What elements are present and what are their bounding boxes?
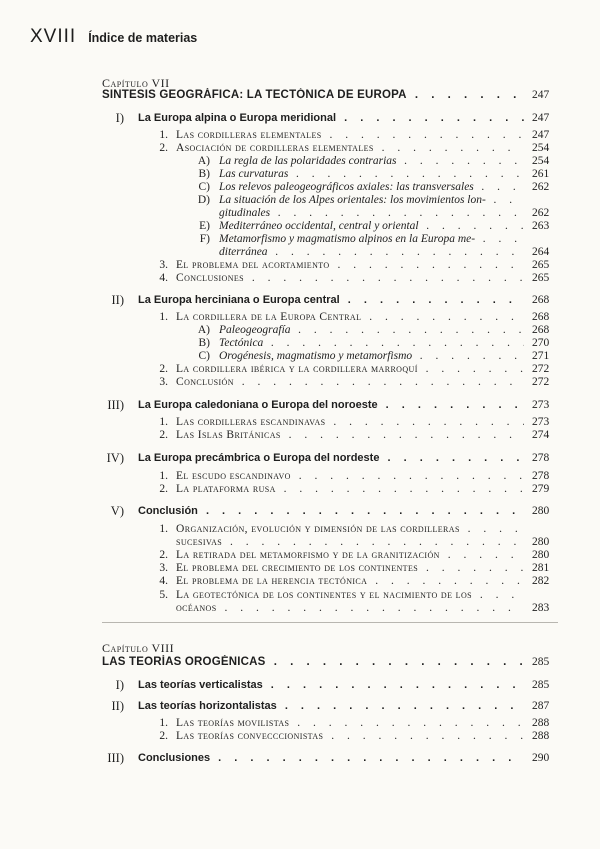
toc-entry-title: Conclusiones . . . [176,271,524,285]
toc-entry-title: Tectónica . . . [219,336,524,350]
toc-entry-marker: 2. [159,730,168,742]
toc-entry-page: 287 [532,700,550,712]
toc-entry-marker: 1. [159,416,168,428]
toc-entry [0,219,600,233]
toc-entry-page: 288 [532,730,550,742]
toc-entry [0,716,600,730]
toc-entry [0,751,600,765]
toc-entry-marker: I) [115,678,124,692]
toc-entry-page: 254 [532,155,550,167]
toc-entry-marker: F) [199,233,210,245]
toc-entry-marker: 3. [159,562,168,574]
toc-entry-title: Las Islas Británicas . . . [176,428,524,442]
toc-entry-page: 247 [532,89,550,101]
toc-entry-marker: 3. [159,259,168,271]
toc-entry-page: 261 [532,168,550,180]
page-number-roman: XVIII [30,26,77,47]
toc-entry-marker: A) [197,324,210,336]
toc-entry [0,88,600,102]
toc-entry [0,678,600,692]
toc-entry-marker: 1. [159,311,168,323]
page-header [30,26,197,48]
toc-entry-title: Asociación de cordilleras elementales . . . [176,141,524,155]
toc-entry-marker: 2. [159,142,168,154]
toc-entry-title: La cordillera de la Europa Central . . . [176,310,524,324]
chapter-divider [102,622,558,623]
toc-entry-page: 280 [532,505,550,517]
toc-entry [0,180,600,194]
toc-entry-title: Las cordilleras escandinavas . . . [176,415,524,429]
toc-entry [0,655,600,669]
toc-entry [0,504,600,518]
toc-entry [0,522,600,536]
toc-entry-page: 280 [532,549,550,561]
toc-entry [0,561,600,575]
toc-entry-page: 272 [532,363,550,375]
toc-entry-page: 279 [532,483,550,495]
toc-entry-title: La Europa caledoniana o Europa del noroeste . . . [138,398,524,412]
toc-entry-marker: 4. [159,575,168,587]
toc-entry-marker: E) [199,220,210,232]
toc-entry [0,415,600,429]
toc-entry-title: La Europa herciniana o Europa central . . . [138,293,524,307]
toc-entry-page: 273 [532,399,550,411]
toc-entry-marker: II) [111,293,124,307]
toc-entry-title: El problema del crecimiento de los continentes . . . [176,561,524,575]
toc-entry-page: 282 [532,575,550,587]
toc-entry-title: sucesivas . . . [176,535,524,549]
toc-entry-marker: D) [197,194,210,206]
toc-entry-marker: A) [197,155,210,167]
toc-entry [0,271,600,285]
toc-entry-marker: I) [115,111,124,125]
toc-entry-page: 268 [532,311,550,323]
toc-entry [0,699,600,713]
toc-entry-title: Conclusiones . . . [138,751,524,765]
toc-entry-marker: C) [198,181,210,193]
toc-entry-page: 280 [532,536,550,548]
toc-entry [0,111,600,125]
toc-entry-page: 285 [532,679,550,691]
toc-entry-title: Las teorías convecccionistas . . . [176,729,524,743]
toc-entry-title: La geotectónica de los continentes y el nacimiento de los . . . [176,588,524,602]
toc-entry-title: océanos . . . [176,601,524,615]
toc-entry-title: La situación de los Alpes orientales: los movimientos lon- . . . [219,193,524,207]
running-title: Índice de materias [88,31,198,45]
toc-entry-page: 290 [532,752,550,764]
toc-entry-page: 271 [532,350,550,362]
toc-entry-page: 278 [532,470,550,482]
toc-entry-title: LAS TEORÍAS OROGÉNICAS . . . [102,655,524,669]
toc-entry-marker: IV) [106,451,124,465]
toc-entry-title: diterránea . . . [219,245,524,259]
toc-entry [0,293,600,307]
toc-entry-marker: 2. [159,549,168,561]
toc-entry-marker: V) [110,504,124,518]
toc-entry-page: 263 [532,220,550,232]
toc-entry-marker: 2. [159,429,168,441]
toc-entry-page: 288 [532,717,550,729]
toc-entry-marker: 1. [159,523,168,535]
toc-entry [0,128,600,142]
toc-entry-title: Paleogeografía . . . [219,323,524,337]
toc-entry-title: La plataforma rusa . . . [176,482,524,496]
toc-entry-marker: C) [198,350,210,362]
toc-entry-page: 254 [532,142,550,154]
toc-entry [0,323,600,337]
toc-entry-title: Las teorías horizontalistas . . . [138,699,524,713]
toc-entry-title: Capítulo VII [102,76,170,90]
toc-entry-title: La Europa alpina o Europa meridional . . . [138,111,524,125]
toc-entry-marker: II) [111,699,124,713]
toc-entry [0,362,600,376]
toc-entry [0,336,600,350]
toc-entry-title: Mediterráneo occidental, central y oriental . . . [219,219,524,233]
toc-entry-marker: B) [198,168,210,180]
toc-entry-marker: 2. [159,483,168,495]
toc-entry-page: 285 [532,656,550,668]
toc-entry [0,601,600,615]
toc-entry-title: Conclusión . . . [176,375,524,389]
toc-entry-page: 268 [532,294,550,306]
toc-entry [0,535,600,549]
toc-entry-title: El escudo escandinavo . . . [176,469,524,483]
toc-entry-title: Conclusión . . . [138,504,524,518]
toc-entry-title: gitudinales . . . [219,206,524,220]
toc-entry-page: 262 [532,181,550,193]
toc-entry-title: Orogénesis, magmatismo y metamorfismo . . . [219,349,524,363]
toc-entry-page: 247 [532,112,550,124]
toc-entry [0,310,600,324]
toc-entry [0,258,600,272]
toc-entry-page: 272 [532,376,550,388]
toc-entry [0,154,600,168]
toc-entry [0,574,600,588]
toc-entry-title: Capítulo VIII [102,641,175,655]
toc-entry-page: 270 [532,337,550,349]
toc-entry-marker: 4. [159,272,168,284]
toc-entry [0,206,600,220]
toc-entry [0,548,600,562]
toc-entry-marker: 2. [159,363,168,375]
toc-entry-marker: III) [107,751,124,765]
toc-entry-title: El problema de la herencia tectónica . . . [176,574,524,588]
toc-entry-title: Metamorfismo y magmatismo alpinos en la Europa me- . . . [219,232,524,246]
toc-entry-marker: B) [198,337,210,349]
toc-entry [0,482,600,496]
toc-entry-marker: 1. [159,717,168,729]
toc-entry-title: La regla de las polaridades contrarias . . . [219,154,524,168]
toc-entry-page: 264 [532,246,550,258]
toc-entry-page: 273 [532,416,550,428]
toc-entry [0,641,600,655]
toc-entry [0,451,600,465]
toc-entry-title: Las teorías movilistas . . . [176,716,524,730]
toc-entry-marker: III) [107,398,124,412]
toc-entry [0,141,600,155]
toc-entry [0,232,600,246]
toc-entry [0,349,600,363]
toc-entry-marker: 1. [159,129,168,141]
toc-entry [0,167,600,181]
toc-entry-title: Las curvaturas . . . [219,167,524,181]
toc-entry [0,428,600,442]
toc-entry-page: 274 [532,429,550,441]
toc-entry-marker: 3. [159,376,168,388]
toc-entry-title: La Europa precámbrica o Europa del nordeste . . . [138,451,524,465]
toc-entry-page: 281 [532,562,550,574]
toc-entry-title: Los relevos paleogeográficos axiales: las transversales . . . [219,180,524,194]
toc-entry [0,193,600,207]
toc-entry-title: Organización, evolución y dimensión de las cordilleras . . . [176,522,524,536]
toc-entry-title: La cordillera ibérica y la cordillera marroquí . . . [176,362,524,376]
toc-entry-page: 265 [532,259,550,271]
toc-entry-page: 262 [532,207,550,219]
toc-entry-page: 278 [532,452,550,464]
toc-entry-page: 268 [532,324,550,336]
toc-entry-title: SINTESIS GEOGRÁFICA: LA TECTÓNICA DE EUROPA . . . [102,88,524,102]
toc-entry-marker: 1. [159,470,168,482]
toc-entry-title: Las teorías verticalistas . . . [138,678,524,692]
toc-entry [0,375,600,389]
toc-entry-title: El problema del acortamiento . . . [176,258,524,272]
toc-entry-marker: 5. [159,589,168,601]
toc-entry-title: La retirada del metamorfismo y de la granitización . . . [176,548,524,562]
toc-entry-page: 283 [532,602,550,614]
toc-entry [0,729,600,743]
toc-entry [0,245,600,259]
toc-entry [0,398,600,412]
toc-entry [0,588,600,602]
toc-entry-page: 265 [532,272,550,284]
toc-entry [0,469,600,483]
toc-entry-page: 247 [532,129,550,141]
toc-entry-title: Las cordilleras elementales . . . [176,128,524,142]
